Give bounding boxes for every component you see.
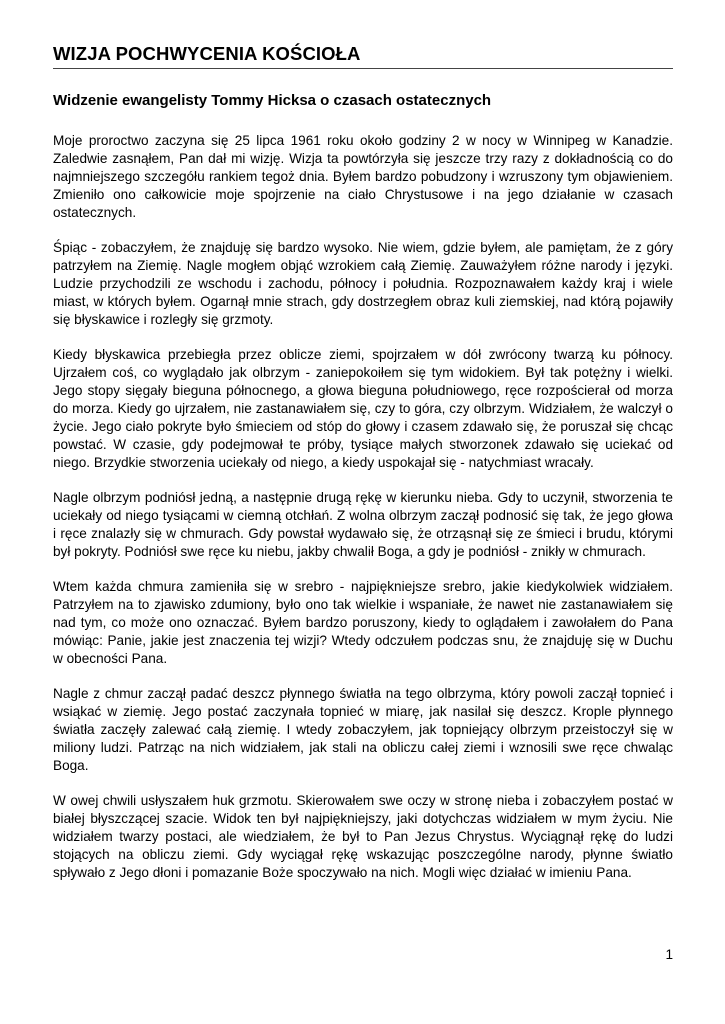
body-text — [53, 132, 673, 899]
page-title: WIZJA POCHWYCENIA KOŚCIOŁA — [53, 43, 673, 69]
paragraph: Nagle olbrzym podniósł jedną, a następnie drugą rękę w kierunku nieba. Gdy to uczynił, stworzenia te uciekały od niego tysiącami w ciemną otchłań. Z wolna olbrzym zaczął podnosić się tak, że jego głowa i ręce znalazły się w chmurach. Gdy powstał wydawało się, że otrząsnął się ze śmieci i brudu, którymi był pokryty. Podniósł swe ręce ku niebu, jakby chwalił Boga, a gdy je podniósł - znikły w chmurach. — [53, 490, 673, 559]
paragraph: W owej chwili usłyszałem huk grzmotu. Skierowałem swe oczy w stronę nieba i zobaczyłem postać w białej błyszczącej szacie. Widok ten był najpiękniejszy, jaki dotychczas widziałem w mym życiu. Nie widziałem twarzy postaci, ale wiedziałem, że był to Pan Jezus Chrystus. Wyciągnął rękę do ludzi stojących na obliczu ziemi. Gdy wyciągał rękę wskazując poszczególne narody, płynne światło spływało z Jego dłoni i pomazanie Boże spoczywało na nich. Mogli więc działać w imieniu Pana. — [53, 793, 673, 880]
page-subtitle: Widzenie ewangelisty Tommy Hicksa o czasach ostatecznych — [53, 92, 492, 109]
page-number: 1 — [665, 947, 673, 962]
paragraph: Nagle z chmur zaczął padać deszcz płynnego światła na tego olbrzyma, który powoli zaczął topnieć i wsiąkać w ziemię. Jego postać zaczynała topnieć w miarę, jak nasilał się deszcz. Krople płynnego światła zaczęły zalewać całą ziemię. I wtedy zobaczyłem, jak topniejący olbrzym przeistoczył się w miliony ludzi. Patrząc na nich widziałem, jak stali na obliczu całej ziemi i wznosili swe ręce chwaląc Boga. — [53, 686, 673, 773]
paragraph: Moje proroctwo zaczyna się 25 lipca 1961 roku około godziny 2 w nocy w Winnipeg w Kanadzie. Zaledwie zasnąłem, Pan dał mi wizję. Wizja ta powtórzyła się jeszcze trzy razy z dokładnością co do najmniejszego szczegółu rankiem tegoż dnia. Byłem bardzo pobudzony i wzruszony tym objawieniem. Zmieniło ono całkowicie moje spojrzenie na ciało Chrystusowe i na jego działanie w czasach ostatecznych. — [53, 133, 673, 220]
document-page — [53, 0, 673, 1024]
paragraph: Kiedy błyskawica przebiegła przez oblicze ziemi, spojrzałem w dół zwrócony twarzą ku północy. Ujrzałem coś, co wyglądało jak olbrzym - zaniepokoiłem się tym widokiem. Był tak potężny i wielki. Jego stopy sięgały bieguna północnego, a głowa bieguna południowego, ręce rozpościerał od morza do morza. Kiedy go ujrzałem, nie zastanawiałem się, czy to góra, czy olbrzym. Widziałem, że walczył o życie. Jego ciało pokryte było śmieciem od stóp do głowy i czasem zdawało się, że poruszał się chcąc powstać. W czasie, gdy podejmował te próby, tysiące małych stworzonek zdawało się uciekać od niego. Brzydkie stworzenia uciekały od niego, a kiedy uspokajał się - natychmiast wracały. — [53, 347, 673, 470]
paragraph: Śpiąc - zobaczyłem, że znajduję się bardzo wysoko. Nie wiem, gdzie byłem, ale pamiętam, że z góry patrzyłem na Ziemię. Nagle mogłem objąć wzrokiem całą Ziemię. Zauważyłem różne narody i języki. Ludzie przychodzili ze wschodu i zachodu, północy i południa. Rozpoznawałem każdy kraj i wiele miast, w których byłem. Ogarnął mnie strach, gdy dostrzegłem obraz kuli ziemskiej, nad którą pojawiły się błyskawice i rozległy się grzmoty. — [53, 240, 673, 327]
paragraph: Wtem każda chmura zamieniła się w srebro - najpiękniejsze srebro, jakie kiedykolwiek widziałem. Patrzyłem na to zjawisko zdumiony, było ono tak wielkie i wspaniałe, że nawet nie zastanawiałem się nad tym, co może ono oznaczać. Byłem bardzo poruszony, kiedy to oglądałem i zawołałem do Pana mówiąc: Panie, jakie jest znaczenia tej wizji? Wtedy odczułem podczas snu, że znajduję się w Duchu w obecności Pana. — [53, 579, 673, 666]
